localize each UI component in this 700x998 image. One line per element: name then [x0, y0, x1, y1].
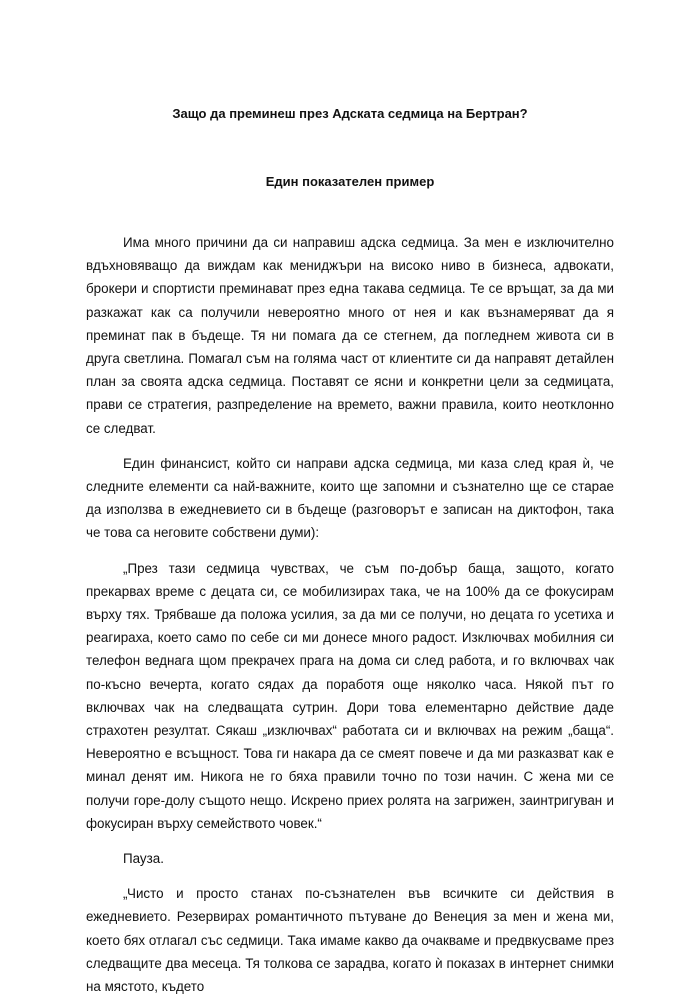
paragraph-financier: Един финансист, който си направи адска седмица, ми каза след края ѝ, че следните елементи са най-важните, които ще запомни и съзнателно ще се старае да използва в ежедневието си в бъдеще (разговорът е записан на диктофон, така че това са неговите собствени думи):: [86, 455, 614, 541]
paragraph-pause: Пауза.: [123, 851, 164, 867]
document-subtitle: Един показателен пример: [265, 174, 435, 189]
document-title: Защо да преминеш през Адската седмица на Бертран?: [172, 106, 528, 121]
document-body: [86, 231, 614, 998]
paragraph-quote-conscious: „Чисто и просто станах по-съзнателен във всичките си действия в ежедневието. Резервирах романтичното пътуване до Венеция за мен и жена ми, което бях отлагал със седмици. Така имаме какво да очакваме и предвкусваме през следващите два месеца. Тя толкова се зарадва, когато ѝ показах в интернет снимки на мястото, където: [86, 886, 614, 995]
paragraph-quote-father: „През тази седмица чувствах, че съм по-добър баща, защото, когато прекарвах време с децата си, се мобилизирах така, че на 100% да се фокусирам върху тях. Трябваше да положа усилия, за да ми се получи, но децата го усетиха и реагираха, което само по себе си ми донесе много радост. Изключвах мобилния си телефон веднага щом прекрачех прага на дома си след работа, и го включвах чак по-късно вечерта, когато сядах да поработя още няколко часа. Някой път го включвах чак на следващата сутрин. Дори това елементарно действие даде страхотен резултат. Сякаш „изключвах“ работата си и включвах на режим „баща“. Невероятно е всъщност. Това ги накара да се смеят повече и да ми разказват как е минал денят им. Никога не го бяха правили точно по този начин. С жена ми се получи горе-долу същото нещо. Искрено приех ролята на загрижен, заинтригуван и фокусиран върху семейството човек.“: [86, 560, 614, 831]
paragraph-intro: Има много причини да си направиш адска седмица. За мен е изключително вдъхновяващо да виждам как мениджъри на високо ниво в бизнеса, адвокати, брокери и спортисти преминават през една такава седмица. Те се връщат, за да ми разкажат как са получили невероятно много от нея и как възнамеряват да я преминат пак в бъдеще. Тя ни помага да се стегнем, да погледнем живота си в друга светлина. Помагал съм на голяма част от клиентите си да направят детайлен план за своята адска седмица. Поставят се ясни и конкретни цели за седмицата, прави се стратегия, разпределение на времето, важни правила, които неотклонно се следват.: [86, 235, 614, 436]
